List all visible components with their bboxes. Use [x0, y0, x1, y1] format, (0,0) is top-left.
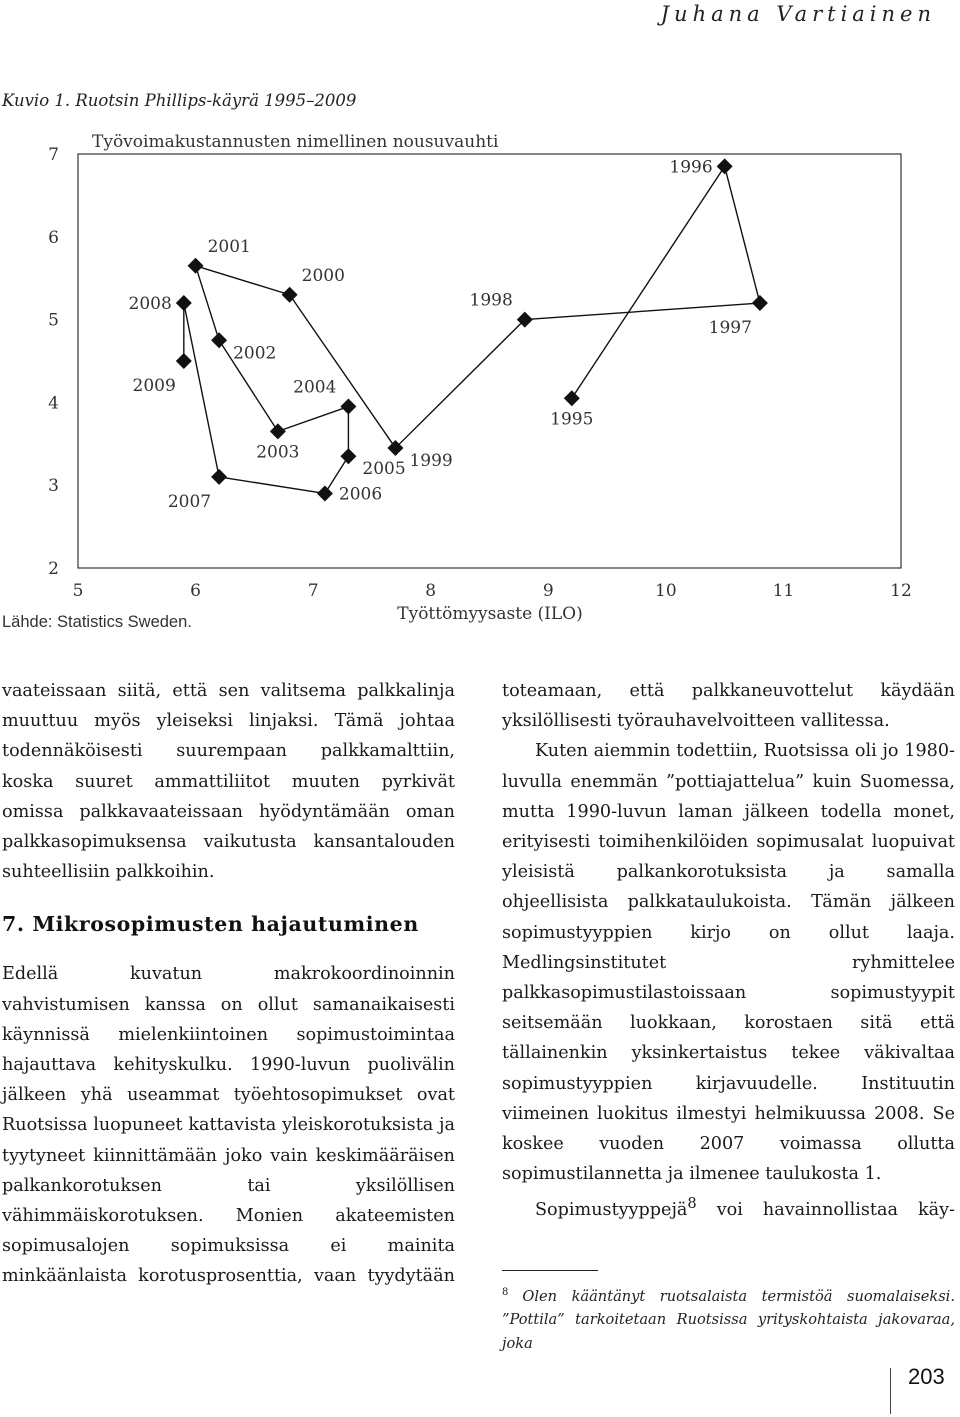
year-label-2001: 2001 [207, 236, 251, 257]
y-tick-label: 7 [48, 145, 59, 165]
right-paragraph-3-text: Sopimustyyppejä [535, 1200, 688, 1221]
page-number-rule [890, 1368, 891, 1414]
y-tick-label: 5 [48, 310, 59, 331]
section-heading: 7. Mikrosopimusten hajautuminen [2, 912, 419, 937]
year-label-2003: 2003 [256, 442, 300, 463]
x-tick-label: 12 [890, 581, 912, 601]
x-tick-label: 9 [542, 581, 554, 601]
data-point-2002 [211, 332, 227, 348]
year-label-1995: 1995 [550, 409, 594, 430]
y-tick-label: 4 [48, 393, 59, 414]
year-label-2009: 2009 [132, 376, 176, 396]
x-tick-label: 11 [772, 581, 795, 601]
y-tick-label: 6 [48, 227, 59, 248]
data-point-2007 [211, 469, 227, 485]
footnote-text: Olen kääntänyt ruotsalaista termistöä suomalaiseksi. ”Pottila” tarkoitetaan Ruotsissa yrityskohtaista jakovaraa, joka [502, 1287, 955, 1353]
left-paragraph-2: Edellä kuvatun makrokoordinoinnin vahvistumisen kanssa on ollut samanaikaisesti käynnissä mielenkiintoinen sopimustoimintaa hajauttava kehityskulku. 1990-luvun puolivälin jälkeen yhä useammat työehtosopimukset ovat Ruotsissa luopuneet kattavista yleiskorotuksista ja tyytyneet kiinnittämään joko vain keskimääräisen palkankorotuksen tai yksilöllisen vähimmäiskorotuksen. Monien akateemisten sopimusalojen sopimuksissa ei mainita minkäänlaista korotusprosenttia, vaan tyydytään [2, 964, 455, 1287]
x-tick-label: 10 [655, 581, 677, 601]
year-label-1998: 1998 [469, 290, 513, 311]
x-axis-label: Työttömyysaste (ILO) [397, 604, 583, 624]
x-tick-label: 6 [190, 581, 201, 601]
data-point-2006 [317, 485, 333, 501]
data-point-2009 [176, 353, 192, 369]
page-number: 203 [908, 1364, 945, 1389]
data-point-2001 [188, 258, 204, 274]
y-axis-label: Työvoimakustannusten nimellinen nousuvauhti [92, 132, 499, 152]
year-label-2008: 2008 [128, 294, 172, 315]
x-tick-label: 7 [307, 581, 319, 601]
y-tick-label: 2 [48, 559, 59, 579]
footnote-number: 8 [502, 1286, 509, 1298]
phillips-curve-chart [0, 120, 960, 640]
x-tick-label: 8 [425, 581, 437, 601]
figure-source: Lähde: Statistics Sweden. [2, 613, 192, 631]
year-label-1999: 1999 [409, 450, 453, 471]
left-column [2, 676, 455, 1292]
data-point-2005 [340, 448, 356, 464]
right-paragraph-1: toteamaan, että palkkaneuvottelut käydään yksilöllisesti työrauhavelvoitteen vallitessa. [502, 681, 955, 732]
left-paragraph-1: vaateissaan siitä, että sen valitsema palkkalinja muuttuu myös yleiseksi linjaksi. Tämä johtaa todennäköisesti suurempaan palkkamalttiin, koska suuret ammattiliitot muuten pyrkivät omissa palkkavaateissaan hyödyntämään oman palkkasopimuksensa vaikutusta kansantalouden suhteellisiin palkkoihin. [2, 681, 455, 883]
footnote-reference[interactable]: 8 [687, 1195, 697, 1213]
year-label-2004: 2004 [293, 377, 337, 398]
right-paragraph-3 [502, 1189, 955, 1225]
x-tick-labels [73, 581, 912, 601]
data-point-2008 [176, 295, 192, 311]
data-point-2000 [282, 287, 298, 303]
figure-caption: Kuvio 1. Ruotsin Phillips-käyrä 1995–2009 [2, 91, 357, 110]
right-column [502, 676, 955, 1356]
year-label-2007: 2007 [167, 491, 212, 512]
year-label-2000: 2000 [301, 265, 345, 286]
data-point-1995 [564, 390, 580, 406]
year-label-1996: 1996 [669, 157, 713, 178]
right-paragraph-3-rest: voi havainnollistaa käy- [696, 1200, 955, 1221]
right-paragraph-2: Kuten aiemmin todettiin, Ruotsissa oli jo 1980-luvulla enemmän ”pottiajattelua” kuin Suomessa, mutta 1990-luvun laman jälkeen todella monet, erityisesti toimihenkilöiden sopimusalat luopuivat yleisistä palkankorotuksista ja samalla ohjeellisista palkkataulukoista. Tämän jälkeen sopimustyyppien kirjo on ollut laaja. Medlingsinstitutet ryhmittelee palkkasopimustilastoissaan sopimustyypit seitsemään luokkaan, korostaen sitä että tällainenkin yksinkertaistus tekee väkivaltaa sopimustyyppien kirjavuudelle. Instituutin viimeinen luokitus ilmestyi helmikuussa 2008. Se koskee vuoden 2007 voimassa ollutta sopimustilannetta ja ilmenee taulukosta 1. [502, 741, 955, 1185]
footnote-divider [502, 1270, 598, 1271]
year-label-2002: 2002 [233, 343, 277, 364]
running-header-author: Juhana Vartiainen [660, 2, 936, 26]
year-label-1997: 1997 [708, 318, 752, 339]
footnote [502, 1281, 955, 1357]
data-point-2003 [270, 423, 286, 439]
data-point-1996 [717, 158, 733, 174]
year-labels [129, 157, 752, 512]
year-label-2006: 2006 [338, 484, 383, 505]
y-tick-label: 3 [48, 476, 59, 497]
data-point-2004 [340, 399, 356, 415]
y-tick-labels [48, 145, 59, 579]
data-point-1997 [752, 295, 768, 311]
x-tick-label: 5 [72, 581, 84, 601]
year-label-2005: 2005 [362, 459, 406, 480]
